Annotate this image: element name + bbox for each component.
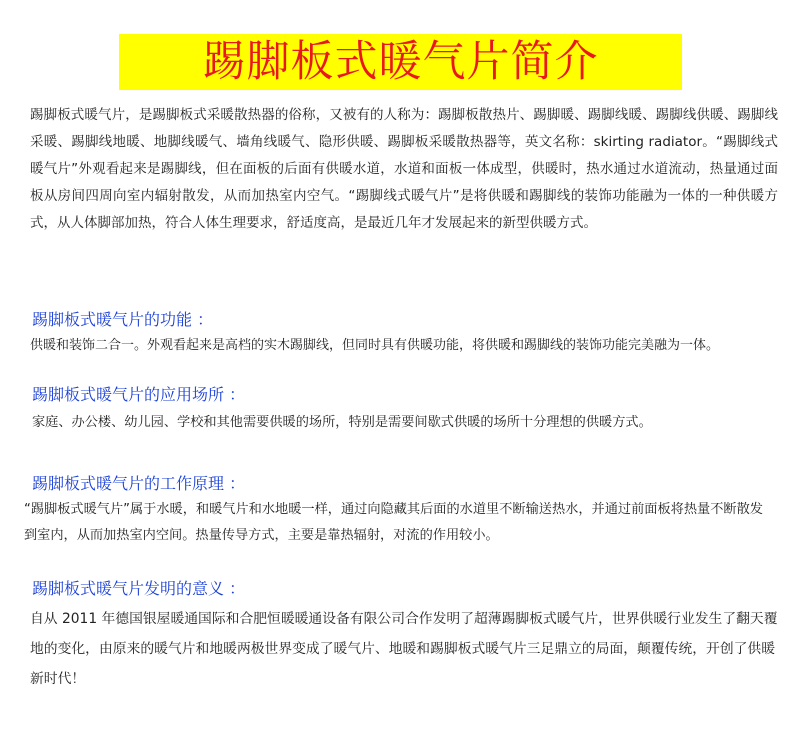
section-heading-principle: 踢脚板式暖气片的工作原理 ： <box>32 474 246 493</box>
intro-paragraph: 踢脚板式暖气片，是踢脚板式采暖散热器的俗称，又被有的人称为：踢脚板散热片、踢脚暖、踢脚线暖、踢脚线供暖、踢脚线采暖、踢脚线地暖、地脚线暖气、墙角线暖气、隐形供暖、踢脚板采暖散热器等，英文名称：skirting radiator。“踢脚线式暖气片”外观看起来是踢脚线，但在面板的后面有供暖水道，水道和面板一体成型，供暖时，热水通过水道流动，热量通过面板从房间四周向室内辐射散发，从而加热室内空气。“踢脚线式暖气片”是将供暖和踢脚线的装饰功能融为一体的一种供暖方式，从人体脚部加热，符合人体生理要求，舒适度高，是最近几年才发展起来的新型供暖方式。 <box>30 107 778 231</box>
title-banner <box>119 34 682 90</box>
section-body-application: 家庭、办公楼、幼儿园、学校和其他需要供暖的场所，特别是需要间歇式供暖的场所十分理想的供暖方式。 <box>32 415 652 430</box>
page-title: 踢脚板式暖气片简介 <box>202 37 599 87</box>
section-heading-function: 踢脚板式暖气片的功能 ： <box>32 310 214 329</box>
section-body-function: 供暖和装饰二合一。外观看起来是高档的实木踢脚线，但同时具有供暖功能，将供暖和踢脚线的装饰功能完美融为一体。 <box>30 338 720 353</box>
section-body-principle: “踢脚板式暖气片”属于水暖，和暖气片和水地暖一样，通过向隐藏其后面的水道里不断输送热水，并通过前面板将热量不断散发到室内，从而加热室内空间。热量传导方式，主要是靠热辐射，对流的作用较小。 <box>24 502 763 543</box>
section-body-significance: 自从 2011 年德国银屋暖通国际和合肥恒暖暖通设备有限公司合作发明了超薄踢脚板式暖气片，世界供暖行业发生了翻天覆地的变化，由原来的暖气片和地暖两极世界变成了暖气片、地暖和踢脚板式暖气片三足鼎立的局面，颠覆传统，开创了供暖新时代！ <box>30 611 778 687</box>
section-heading-significance: 踢脚板式暖气片发明的意义 ： <box>32 579 246 598</box>
section-heading-application: 踢脚板式暖气片的应用场所 ： <box>32 385 246 404</box>
